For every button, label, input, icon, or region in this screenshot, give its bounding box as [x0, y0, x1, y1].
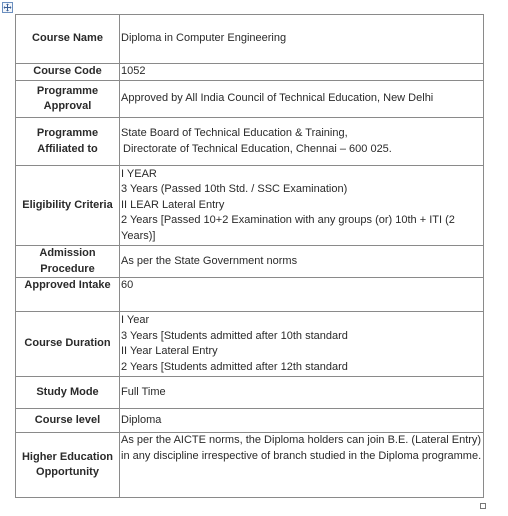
table-row-course-level — [16, 409, 484, 433]
eligibility-line-3: II LEAR Lateral Entry — [121, 198, 225, 211]
table-row-course-name — [16, 15, 484, 64]
eligibility-line-1: I YEAR — [121, 167, 157, 180]
course-duration-label: Course Duration — [16, 312, 120, 377]
course-name-value: Diploma in Computer Engineering — [120, 15, 484, 64]
course-code-value: 1052 — [120, 64, 484, 81]
affiliated-line-2: Directorate of Technical Education, Chennai – 600 025. — [123, 142, 392, 155]
programme-affiliated-value — [120, 118, 484, 166]
course-details-table — [15, 14, 484, 498]
table-move-handle-icon[interactable] — [2, 2, 13, 13]
eligibility-criteria-label: Eligibility Criteria — [16, 166, 120, 246]
study-mode-value: Full Time — [120, 377, 484, 409]
eligibility-criteria-value — [120, 166, 484, 246]
eligibility-line-4: 2 Years [Passed 10+2 Examination with any groups (or) 10th + ITI (2 Years)] — [121, 214, 455, 242]
approved-intake-label: Approved Intake — [16, 278, 120, 312]
course-level-value: Diploma — [120, 409, 484, 433]
course-duration-value — [120, 312, 484, 377]
admission-procedure-label: Admission Procedure — [16, 246, 120, 278]
course-level-label: Course level — [16, 409, 120, 433]
higher-education-label: Higher Education Opportunity — [16, 433, 120, 498]
table-row-admission — [16, 246, 484, 278]
programme-approval-label: Programme Approval — [16, 81, 120, 118]
programme-affiliated-label: Programme Affiliated to — [16, 118, 120, 166]
study-mode-label: Study Mode — [16, 377, 120, 409]
table-row-course-code — [16, 64, 484, 81]
table-resize-handle[interactable] — [480, 503, 486, 509]
duration-line-1: I Year — [121, 314, 150, 326]
table-row-intake — [16, 278, 484, 312]
programme-approval-value: Approved by All India Council of Technical Education, New Delhi — [120, 81, 484, 118]
duration-line-2: 3 Years [Students admitted after 10th standard — [121, 329, 348, 342]
higher-education-value: As per the AICTE norms, the Diploma holders can join B.E. (Lateral Entry) in any discipline irrespective of branch studied in the Diploma programme. — [120, 433, 484, 498]
course-code-label: Course Code — [16, 64, 120, 81]
table-row-programme-approval — [16, 81, 484, 118]
table-row-duration — [16, 312, 484, 377]
duration-line-3: II Year Lateral Entry — [121, 345, 218, 357]
duration-line-4: 2 Years [Students admitted after 12th standard — [121, 360, 348, 373]
table-row-eligibility — [16, 166, 484, 246]
affiliated-line-1: State Board of Technical Education & Training, — [121, 127, 348, 139]
table-row-higher-education — [16, 433, 484, 498]
table-row-study-mode — [16, 377, 484, 409]
admission-procedure-value: As per the State Government norms — [120, 246, 484, 278]
approved-intake-value: 60 — [120, 278, 484, 312]
eligibility-line-2: 3 Years (Passed 10th Std. / SSC Examination) — [121, 183, 348, 196]
table-row-programme-affiliated — [16, 118, 484, 166]
course-name-label: Course Name — [16, 15, 120, 64]
